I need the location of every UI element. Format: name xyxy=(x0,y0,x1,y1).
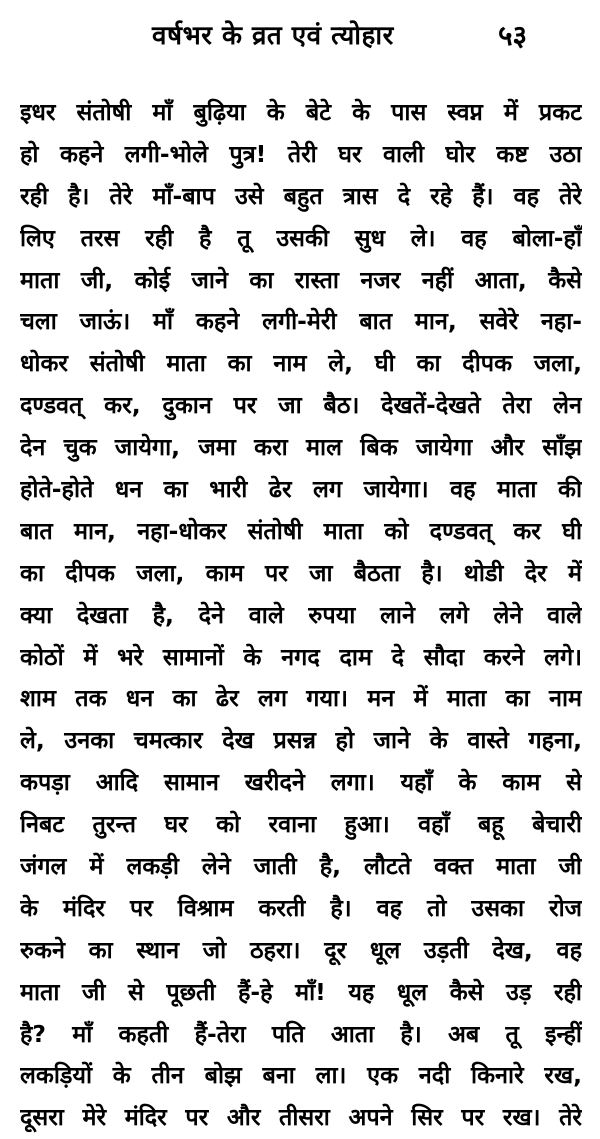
text-line: निबट तुरन्त घर को रवाना हुआ। वहाँ बहू बेचारी xyxy=(20,810,582,839)
text-line: माता जी से पूछती हैं-हे माँ! यह धूल कैसे उड़ रही xyxy=(20,977,582,1006)
text-line: कपड़ा आदि सामान खरीदने लगा। यहाँ के काम से xyxy=(20,768,582,797)
text-line: दण्डवत् कर, दुकान पर जा बैठ। देखतें-देखते तेरा लेन xyxy=(20,391,582,420)
text-line: लकड़ियों के तीन बोझ बना ला। एक नदी किनारे रख, xyxy=(20,1061,582,1090)
text-line: इधर संतोषी माँ बुढ़िया के बेटे के पास स्वप्न में प्रकट xyxy=(20,98,582,126)
text-line: ले, उनका चमत्कार देख प्रसन्न हो जाने के वास्ते गहना, xyxy=(20,726,582,755)
text-line: देन चुक जायेगा, जमा करा माल बिक जायेगा और साँझ xyxy=(20,433,582,462)
text-line: शाम तक धन का ढेर लग गया। मन में माता का नाम xyxy=(20,684,582,713)
text-line: बात मान, नहा-धोकर संतोषी माता को दण्डवत् कर घी xyxy=(20,516,582,545)
text-line: लिए तरस रही है तू उसकी सुध ले। वह बोला-हाँ xyxy=(20,223,582,252)
running-title: वर्षभर के व्रत एवं त्योहार xyxy=(152,21,394,51)
text-line: माता जी, कोई जाने का रास्ता नजर नहीं आता, कैसे xyxy=(20,265,582,294)
text-line: कोठों में भरे सामानों के नगद दाम दे सौदा करने लगे। xyxy=(20,642,582,671)
body-text xyxy=(20,92,582,1139)
text-line: के मंदिर पर विश्राम करती है। वह तो उसका रोज xyxy=(20,893,582,922)
page-number: ५३ xyxy=(498,19,528,52)
text-line: चला जाऊं। माँ कहने लगी-मेरी बात मान, सवेरे नहा- xyxy=(20,307,582,336)
text-line: जंगल में लकड़ी लेने जाती है, लौटते वक्त माता जी xyxy=(20,852,582,881)
text-line: का दीपक जला, काम पर जा बैठता है। थोडी देर में xyxy=(20,558,582,587)
text-line: होते-होते धन का भारी ढेर लग जायेगा। वह माता की xyxy=(20,475,582,504)
text-line: रही है। तेरे माँ-बाप उसे बहुत त्रास दे रहे हैं। वह तेरे xyxy=(20,181,582,210)
text-line: है? माँ कहती हैं-तेरा पति आता है। अब तू इन्हीं xyxy=(20,1019,582,1048)
text-line: हो कहने लगी-भोले पुत्र! तेरी घर वाली घोर कष्ट उठा xyxy=(20,139,582,168)
text-line: धोकर संतोषी माता का नाम ले, घी का दीपक जला, xyxy=(20,349,582,378)
text-line: रुकने का स्थान जो ठहरा। दूर धूल उड़ती देख, वह xyxy=(20,935,582,964)
text-line: क्या देखता है, देने वाले रुपया लाने लगे लेने वाले xyxy=(20,600,582,629)
page-header xyxy=(0,8,600,58)
text-line: दूसरा मेरे मंदिर पर और तीसरा अपने सिर पर रख। तेरे xyxy=(20,1103,582,1132)
